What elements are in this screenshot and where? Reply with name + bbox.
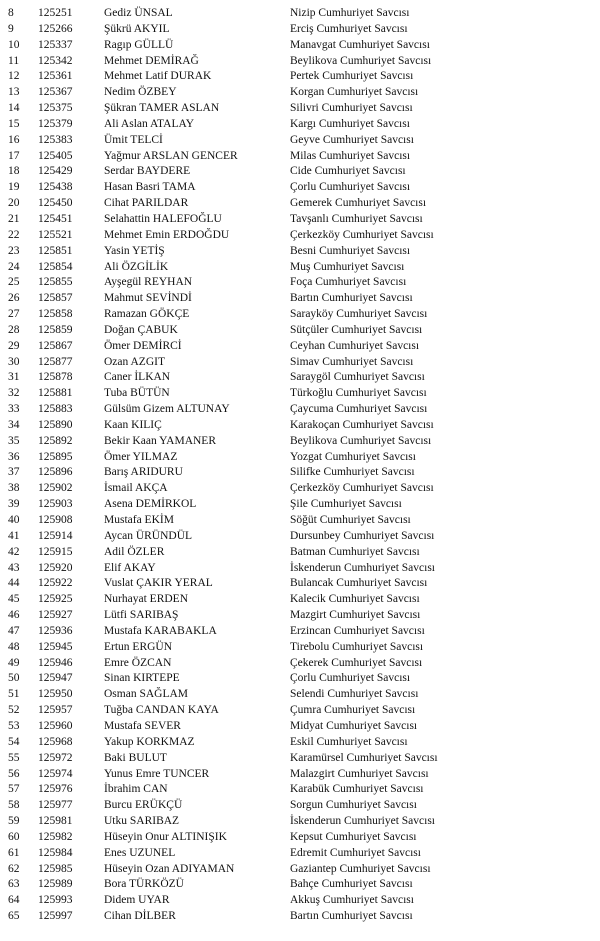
- person-name: Mehmet DEMİRAĞ: [104, 54, 199, 67]
- person-name: Sinan KIRTEPE: [104, 672, 180, 685]
- position-title: Çumra Cumhuriyet Savcısı: [290, 704, 416, 717]
- registry-number: 125993: [38, 894, 73, 907]
- row-number: 46: [8, 609, 20, 622]
- row-number: 36: [8, 450, 20, 463]
- row-number: 33: [8, 403, 20, 416]
- row-number: 26: [8, 292, 20, 305]
- person-name: Ozan AZGIT: [104, 355, 165, 368]
- table-row: [0, 465, 600, 481]
- table-row: [0, 798, 600, 814]
- registry-number: 125342: [38, 54, 73, 67]
- position-title: Sorgun Cumhuriyet Savcısı: [290, 799, 417, 812]
- person-name: Vuslat ÇAKIR YERAL: [104, 577, 213, 590]
- table-row: [0, 85, 600, 101]
- person-name: Ayşegül REYHAN: [104, 276, 193, 289]
- table-row: [0, 117, 600, 133]
- table-row: [0, 339, 600, 355]
- person-name: Tuğba CANDAN KAYA: [104, 704, 219, 717]
- registry-number: 125972: [38, 751, 73, 764]
- row-number: 65: [8, 910, 20, 923]
- table-row: [0, 212, 600, 228]
- position-title: Türkoğlu Cumhuriyet Savcısı: [290, 387, 427, 400]
- table-row: [0, 877, 600, 893]
- registry-number: 125968: [38, 735, 73, 748]
- row-number: 16: [8, 133, 20, 146]
- position-title: Karakoçan Cumhuriyet Savcısı: [290, 418, 434, 431]
- person-name: Utku SARIBAZ: [104, 815, 180, 828]
- row-number: 30: [8, 355, 20, 368]
- table-row: [0, 545, 600, 561]
- table-row: [0, 497, 600, 513]
- person-name: Ertun ERGÜN: [104, 640, 173, 653]
- registry-number: 125981: [38, 815, 73, 828]
- person-name: Yakup KORKMAZ: [104, 735, 195, 748]
- registry-number: 125367: [38, 86, 73, 99]
- person-name: Ali ÖZGİLİK: [104, 260, 169, 273]
- registry-number: 125337: [38, 38, 73, 51]
- row-number: 35: [8, 434, 20, 447]
- position-title: Silivri Cumhuriyet Savcısı: [290, 102, 413, 115]
- position-title: Malazgirt Cumhuriyet Savcısı: [290, 767, 429, 780]
- person-name: İsmail AKÇA: [104, 482, 168, 495]
- position-title: Bahçe Cumhuriyet Savcısı: [290, 878, 413, 891]
- table-row: [0, 624, 600, 640]
- person-name: Hüseyin Onur ALTINIŞIK: [104, 830, 227, 843]
- position-title: Bartın Cumhuriyet Savcısı: [290, 910, 413, 923]
- registry-number: 125915: [38, 545, 73, 558]
- row-number: 40: [8, 514, 20, 526]
- table-row: [0, 196, 600, 212]
- registry-number: 125997: [38, 910, 73, 923]
- row-number: 45: [8, 593, 20, 606]
- row-number: 9: [8, 22, 14, 35]
- table-row: [0, 782, 600, 798]
- person-name: Ramazan GÖKÇE: [104, 308, 190, 321]
- table-row: [0, 149, 600, 165]
- registry-number: 125936: [38, 624, 73, 637]
- position-title: Erzincan Cumhuriyet Savcısı: [290, 624, 425, 637]
- position-title: Tirebolu Cumhuriyet Savcısı: [290, 640, 424, 653]
- row-number: 55: [8, 751, 20, 764]
- table-row: [0, 244, 600, 260]
- table-row: [0, 592, 600, 608]
- position-title: Batman Cumhuriyet Savcısı: [290, 545, 420, 558]
- row-number: 54: [8, 735, 20, 748]
- registry-number: 125877: [38, 355, 73, 368]
- registry-number: 125957: [38, 704, 73, 717]
- table-row: [0, 54, 600, 70]
- position-title: Cide Cumhuriyet Savcısı: [290, 165, 406, 178]
- registry-number: 125903: [38, 498, 73, 511]
- position-title: Gaziantep Cumhuriyet Savcısı: [290, 862, 431, 875]
- person-name: Osman SAĞLAM: [104, 688, 189, 701]
- person-name: Yasin YETİŞ: [104, 244, 165, 257]
- table-row: [0, 386, 600, 402]
- position-title: Milas Cumhuriyet Savcısı: [290, 149, 411, 162]
- position-title: Muş Cumhuriyet Savcısı: [290, 260, 405, 273]
- table-row: [0, 767, 600, 783]
- row-number: 44: [8, 577, 20, 590]
- table-row: [0, 529, 600, 545]
- position-title: Çorlu Cumhuriyet Savcısı: [290, 181, 411, 194]
- person-name: Ali Aslan ATALAY: [104, 117, 195, 130]
- position-title: Manavgat Cumhuriyet Savcısı: [290, 38, 430, 51]
- person-name: Ümit TELCİ: [104, 133, 163, 146]
- position-title: Nizip Cumhuriyet Savcısı: [290, 7, 410, 19]
- row-number: 23: [8, 244, 20, 257]
- row-number: 21: [8, 212, 20, 225]
- person-name: Ragıp GÜLLÜ: [104, 38, 174, 51]
- person-name: Cihat PARILDAR: [104, 197, 189, 210]
- registry-number: 125925: [38, 593, 73, 606]
- registry-number: 125867: [38, 339, 73, 352]
- person-name: Bekir Kaan YAMANER: [104, 434, 217, 447]
- registry-number: 125947: [38, 672, 73, 685]
- position-title: Dursunbey Cumhuriyet Savcısı: [290, 529, 435, 542]
- registry-number: 125914: [38, 529, 73, 542]
- row-number: 34: [8, 418, 20, 431]
- row-number: 19: [8, 181, 20, 194]
- person-name: Didem UYAR: [104, 894, 170, 907]
- position-title: Karabük Cumhuriyet Savcısı: [290, 783, 424, 796]
- registry-number: 125451: [38, 212, 73, 225]
- table-row: [0, 846, 600, 862]
- person-name: Nurhayat ERDEN: [104, 593, 188, 606]
- row-number: 58: [8, 799, 20, 812]
- person-name: Mahmut SEVİNDİ: [104, 292, 192, 305]
- person-name: Mustafa EKİM: [104, 514, 174, 526]
- person-name: Nedim ÖZBEY: [104, 86, 177, 99]
- row-number: 39: [8, 498, 20, 511]
- position-title: Ceyhan Cumhuriyet Savcısı: [290, 339, 420, 352]
- registry-number: 125858: [38, 308, 73, 321]
- person-name: Şükrü AKYIL: [104, 22, 170, 35]
- registry-number: 125896: [38, 466, 73, 479]
- person-name: Aycan ÜRÜNDÜL: [104, 529, 193, 542]
- registry-number: 125977: [38, 799, 73, 812]
- table-row: [0, 260, 600, 276]
- row-number: 20: [8, 197, 20, 210]
- row-number: 14: [8, 102, 20, 115]
- registry-number: 125883: [38, 403, 73, 416]
- row-number: 50: [8, 672, 20, 685]
- position-title: Korgan Cumhuriyet Savcısı: [290, 86, 419, 99]
- row-number: 29: [8, 339, 20, 352]
- row-number: 25: [8, 276, 20, 289]
- position-title: Simav Cumhuriyet Savcısı: [290, 355, 414, 368]
- person-name: Yağmur ARSLAN GENCER: [104, 149, 238, 162]
- row-number: 8: [8, 7, 14, 19]
- table-row: [0, 38, 600, 54]
- person-name: Barış ARIDURU: [104, 466, 183, 479]
- person-name: Doğan ÇABUK: [104, 323, 178, 336]
- position-title: Çerkezköy Cumhuriyet Savcısı: [290, 482, 434, 495]
- registry-number: 125855: [38, 276, 73, 289]
- person-name: Elif AKAY: [104, 561, 156, 574]
- table-row: [0, 180, 600, 196]
- row-number: 60: [8, 830, 20, 843]
- registry-number: 125266: [38, 22, 73, 35]
- table-row: [0, 450, 600, 466]
- table-row: [0, 370, 600, 386]
- position-title: Beylikova Cumhuriyet Savcısı: [290, 54, 432, 67]
- registry-number: 125946: [38, 656, 73, 669]
- table-row: [0, 22, 600, 38]
- row-number: 22: [8, 228, 20, 241]
- row-number: 38: [8, 482, 20, 495]
- registry-number: 125920: [38, 561, 73, 574]
- position-title: Tavşanlı Cumhuriyet Savcısı: [290, 212, 423, 225]
- position-title: Yozgat Cumhuriyet Savcısı: [290, 450, 416, 463]
- registry-number: 125945: [38, 640, 73, 653]
- table-row: [0, 608, 600, 624]
- registry-number: 125361: [38, 70, 73, 83]
- table-row: [0, 291, 600, 307]
- person-name: Hüseyin Ozan ADIYAMAN: [104, 862, 235, 875]
- table-row: [0, 228, 600, 244]
- row-number: 49: [8, 656, 20, 669]
- registry-number: 125950: [38, 688, 73, 701]
- table-row: [0, 862, 600, 878]
- person-name: Caner İLKAN: [104, 371, 171, 384]
- position-title: Edremit Cumhuriyet Savcısı: [290, 846, 421, 859]
- table-row: [0, 814, 600, 830]
- position-title: Foça Cumhuriyet Savcısı: [290, 276, 407, 289]
- table-row: [0, 735, 600, 751]
- registry-number: 125383: [38, 133, 73, 146]
- registry-number: 125902: [38, 482, 73, 495]
- table-row: [0, 703, 600, 719]
- position-title: Midyat Cumhuriyet Savcısı: [290, 719, 418, 732]
- position-title: Bulancak Cumhuriyet Savcısı: [290, 577, 428, 590]
- table-row: [0, 323, 600, 339]
- person-name: Gediz ÜNSAL: [104, 7, 173, 19]
- table-row: [0, 6, 600, 22]
- table-row: [0, 133, 600, 149]
- registry-number: 125881: [38, 387, 73, 400]
- position-title: Erciş Cumhuriyet Savcısı: [290, 22, 408, 35]
- row-number: 10: [8, 38, 20, 51]
- person-name: Enes UZUNEL: [104, 846, 176, 859]
- registry-number: 125989: [38, 878, 73, 891]
- row-number: 15: [8, 117, 20, 130]
- registry-number: 125521: [38, 228, 73, 241]
- person-name: Mustafa SEVER: [104, 719, 181, 732]
- position-title: Besni Cumhuriyet Savcısı: [290, 244, 411, 257]
- row-number: 31: [8, 371, 20, 384]
- row-number: 42: [8, 545, 20, 558]
- person-name: Şükran TAMER ASLAN: [104, 102, 220, 115]
- row-number: 32: [8, 387, 20, 400]
- person-name: Mehmet Latif DURAK: [104, 70, 212, 83]
- position-title: Akkuş Cumhuriyet Savcısı: [290, 894, 414, 907]
- row-number: 47: [8, 624, 20, 637]
- table-row: [0, 576, 600, 592]
- position-title: Çekerek Cumhuriyet Savcısı: [290, 656, 423, 669]
- person-name: Adil ÖZLER: [104, 545, 165, 558]
- person-name: Selahattin HALEFOĞLU: [104, 212, 222, 225]
- person-name: İbrahim CAN: [104, 783, 168, 796]
- registry-number: 125375: [38, 102, 73, 115]
- position-title: Söğüt Cumhuriyet Savcısı: [290, 514, 411, 526]
- position-title: Eskil Cumhuriyet Savcısı: [290, 735, 408, 748]
- person-name: Kaan KILIÇ: [104, 418, 162, 431]
- position-title: Gemerek Cumhuriyet Savcısı: [290, 197, 427, 210]
- position-title: Karamürsel Cumhuriyet Savcısı: [290, 751, 438, 764]
- position-title: Selendi Cumhuriyet Savcısı: [290, 688, 419, 701]
- registry-number: 125960: [38, 719, 73, 732]
- registry-number: 125982: [38, 830, 73, 843]
- person-name: Mustafa KARABAKLA: [104, 624, 217, 637]
- row-number: 18: [8, 165, 20, 178]
- registry-number: 125429: [38, 165, 73, 178]
- position-title: Kargı Cumhuriyet Savcısı: [290, 117, 410, 130]
- table-row: [0, 69, 600, 85]
- table-row: [0, 671, 600, 687]
- position-title: Sütçüler Cumhuriyet Savcısı: [290, 323, 423, 336]
- registry-number: 125908: [38, 514, 73, 526]
- table-row: [0, 434, 600, 450]
- row-number: 27: [8, 308, 20, 321]
- registry-number: 125927: [38, 609, 73, 622]
- registry-number: 125976: [38, 783, 73, 796]
- position-title: Çerkezköy Cumhuriyet Savcısı: [290, 228, 434, 241]
- table-row: [0, 640, 600, 656]
- table-row: [0, 355, 600, 371]
- row-number: 28: [8, 323, 20, 336]
- registry-number: 125857: [38, 292, 73, 305]
- position-title: Kalecik Cumhuriyet Savcısı: [290, 593, 420, 606]
- position-title: Çorlu Cumhuriyet Savcısı: [290, 672, 411, 685]
- registry-number: 125251: [38, 7, 73, 19]
- table-row: [0, 561, 600, 577]
- row-number: 41: [8, 529, 20, 542]
- table-row: [0, 513, 600, 529]
- person-name: Cihan DİLBER: [104, 910, 176, 923]
- table-row: [0, 481, 600, 497]
- table-row: [0, 830, 600, 846]
- row-number: 52: [8, 704, 20, 717]
- registry-number: 125878: [38, 371, 73, 384]
- person-name: Hasan Basri TAMA: [104, 181, 196, 194]
- table-row: [0, 418, 600, 434]
- row-number: 56: [8, 767, 20, 780]
- registry-number: 125438: [38, 181, 73, 194]
- registry-number: 125851: [38, 244, 73, 257]
- table-row: [0, 101, 600, 117]
- position-title: Pertek Cumhuriyet Savcısı: [290, 70, 414, 83]
- row-number: 13: [8, 86, 20, 99]
- person-name: Tuba BÜTÜN: [104, 387, 170, 400]
- row-number: 48: [8, 640, 20, 653]
- table-row: [0, 307, 600, 323]
- registry-number: 125890: [38, 418, 73, 431]
- registry-number: 125405: [38, 149, 73, 162]
- row-number: 51: [8, 688, 20, 701]
- row-number: 61: [8, 846, 20, 859]
- person-name: Bora TÜRKÖZÜ: [104, 878, 184, 891]
- registry-number: 125922: [38, 577, 73, 590]
- position-title: Bartın Cumhuriyet Savcısı: [290, 292, 413, 305]
- person-name: Lütfi SARIBAŞ: [104, 609, 179, 622]
- table-row: [0, 909, 600, 925]
- row-number: 53: [8, 719, 20, 732]
- row-number: 64: [8, 894, 20, 907]
- position-title: Sarayköy Cumhuriyet Savcısı: [290, 308, 428, 321]
- registry-number: 125984: [38, 846, 73, 859]
- row-number: 43: [8, 561, 20, 574]
- table-row: [0, 687, 600, 703]
- registry-number: 125859: [38, 323, 73, 336]
- table-row: [0, 164, 600, 180]
- registry-number: 125895: [38, 450, 73, 463]
- person-name: Serdar BAYDERE: [104, 165, 191, 178]
- person-name: Emre ÖZCAN: [104, 656, 172, 669]
- position-title: Saraygöl Cumhuriyet Savcısı: [290, 371, 425, 384]
- table-row: [0, 719, 600, 735]
- position-title: İskenderun Cumhuriyet Savcısı: [290, 815, 436, 828]
- registry-number: 125450: [38, 197, 73, 210]
- row-number: 63: [8, 878, 20, 891]
- position-title: Silifke Cumhuriyet Savcısı: [290, 466, 415, 479]
- table-row: [0, 893, 600, 909]
- row-number: 37: [8, 466, 20, 479]
- table-row: [0, 275, 600, 291]
- person-name: Asena DEMİRKOL: [104, 498, 197, 511]
- table-row: [0, 656, 600, 672]
- position-title: İskenderun Cumhuriyet Savcısı: [290, 561, 436, 574]
- registry-number: 125974: [38, 767, 73, 780]
- person-name: Ömer DEMİRCİ: [104, 339, 182, 352]
- person-name: Gülsüm Gizem ALTUNAY: [104, 403, 230, 416]
- row-number: 59: [8, 815, 20, 828]
- registry-number: 125985: [38, 862, 73, 875]
- table-row: [0, 751, 600, 767]
- position-title: Şile Cumhuriyet Savcısı: [290, 498, 402, 511]
- position-title: Mazgirt Cumhuriyet Savcısı: [290, 609, 421, 622]
- position-title: Çaycuma Cumhuriyet Savcısı: [290, 403, 428, 416]
- row-number: 11: [8, 54, 20, 67]
- appointment-list: [0, 6, 600, 925]
- row-number: 12: [8, 70, 20, 83]
- row-number: 62: [8, 862, 20, 875]
- registry-number: 125892: [38, 434, 73, 447]
- table-row: [0, 402, 600, 418]
- row-number: 17: [8, 149, 20, 162]
- registry-number: 125854: [38, 260, 73, 273]
- person-name: Mehmet Emin ERDOĞDU: [104, 228, 230, 241]
- position-title: Geyve Cumhuriyet Savcısı: [290, 133, 414, 146]
- position-title: Kepsut Cumhuriyet Savcısı: [290, 830, 417, 843]
- person-name: Burcu ERÜKÇÜ: [104, 799, 183, 812]
- registry-number: 125379: [38, 117, 73, 130]
- person-name: Yunus Emre TUNCER: [104, 767, 210, 780]
- person-name: Ömer YILMAZ: [104, 450, 178, 463]
- row-number: 24: [8, 260, 20, 273]
- person-name: Baki BULUT: [104, 751, 167, 764]
- position-title: Beylikova Cumhuriyet Savcısı: [290, 434, 432, 447]
- row-number: 57: [8, 783, 20, 796]
